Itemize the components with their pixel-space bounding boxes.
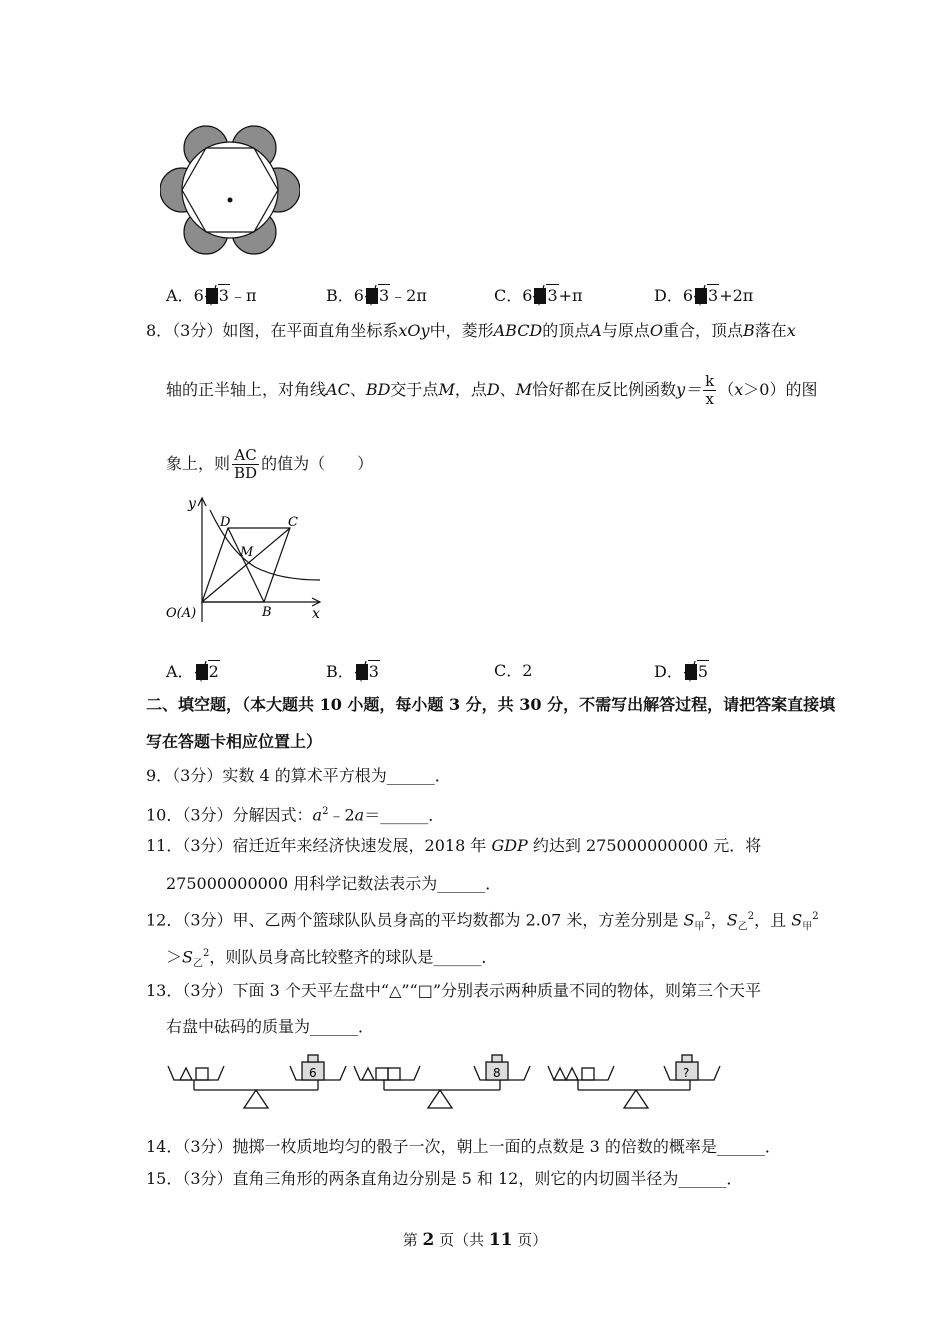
rhombus-coordinate-figure xyxy=(160,492,335,627)
q8-option-d: D． 5 xyxy=(654,662,709,681)
label-y: y xyxy=(188,496,196,512)
section-2-heading-line-1: 二、填空题，（本大题共 10 小题，每小题 3 分，共 30 分，不需写出解答过程，请把答案直接填 xyxy=(146,695,836,714)
page-footer: 第 2 页（共 11 页） xyxy=(402,1230,548,1250)
q7-option-c: C．6 3+π xyxy=(494,286,583,305)
k-over-x-fraction: $\frac{k}{x}$ xyxy=(705,372,715,408)
q8-line-1: 8．（3分）如图，在平面直角坐标系xOy中，菱形ABCD的顶点A与原点O重合，顶点B落在x xyxy=(146,321,796,340)
label-c: C xyxy=(288,515,298,530)
q11-line-2: 275000000000 用科学记数法表示为______． xyxy=(166,874,502,893)
sqrt-sign: 3 xyxy=(356,660,380,683)
q12-line-1: 12．（3分）甲、乙两个篮球队队员身高的平均数都为 2.07 米，方差分别是 $S_甲^2$，$S_乙^2$，且 $S_甲^2$ xyxy=(146,910,819,933)
q11-line-1: 11．（3分）宿迁近年来经济快速发展，2018 年 GDP 约达到 275000000000 元．将 xyxy=(146,836,762,855)
q8-option-c: C．2 xyxy=(494,661,533,680)
ac-over-bd-fraction: $\frac{AC}{BD}$ xyxy=(234,446,258,482)
sqrt-sign: 3 xyxy=(534,284,558,307)
hexagon-petal-figure xyxy=(160,122,300,262)
q8-option-a: A． 2 xyxy=(166,662,219,681)
q7-option-d: D．6 3+2π xyxy=(654,286,754,305)
q15-text: 15．（3分）直角三角形的两条直角边分别是 5 和 12，则它的内切圆半径为______． xyxy=(146,1169,743,1188)
q7-option-a: A．6 3﹣π xyxy=(166,286,257,305)
sqrt-sign: 3 xyxy=(366,284,390,307)
label-origin: O(A) xyxy=(166,606,197,621)
weight-label-1: 6 xyxy=(309,1066,317,1080)
q8-line-3: 象上，则 $\frac{AC}{BD}$ 的值为（ ） xyxy=(166,446,374,482)
label-d: D xyxy=(220,515,231,530)
weight-label-2: 8 xyxy=(493,1066,501,1080)
label-b: B xyxy=(262,605,272,620)
label-x: x xyxy=(312,606,320,622)
sqrt-sign: 3 xyxy=(695,284,719,307)
q13-line-1: 13．（3分）下面 3 个天平左盘中“△”“□”分别表示两种质量不同的物体，则第三个天平 xyxy=(146,981,762,1000)
weight-label-3: ? xyxy=(683,1066,690,1080)
q8-option-b: B． 3 xyxy=(326,662,379,681)
q9-text: 9．（3分）实数 4 的算术平方根为______． xyxy=(146,766,451,785)
q14-text: 14．（3分）抛掷一枚质地均匀的骰子一次，朝上一面的点数是 3 的倍数的概率是______． xyxy=(146,1137,781,1156)
label-m: M xyxy=(240,545,254,560)
q10-text: 10．（3分）分解因式：$a^2﹣2a=\_\_\_\_\_\_$． xyxy=(146,805,445,825)
balance-figures xyxy=(160,1050,730,1118)
sqrt-sign: 2 xyxy=(196,660,220,683)
section-2-heading-line-2: 写在答题卡相应位置上） xyxy=(146,732,323,751)
q8-line-2: 轴的正半轴上，对角线AC、BD交于点M，点D、M恰好都在反比例函数y＝ $\frac{k}{x}$ （x＞0）的图 xyxy=(166,372,818,408)
q7-option-b: B．6 3﹣2π xyxy=(326,286,427,305)
q13-line-2: 右盘中砝码的质量为______． xyxy=(166,1017,375,1036)
sqrt-sign: 5 xyxy=(685,660,709,683)
q12-line-2: $>S_乙^2$，则队员身高比较整齐的球队是______． xyxy=(166,947,498,970)
sqrt-sign: 3 xyxy=(206,284,230,307)
